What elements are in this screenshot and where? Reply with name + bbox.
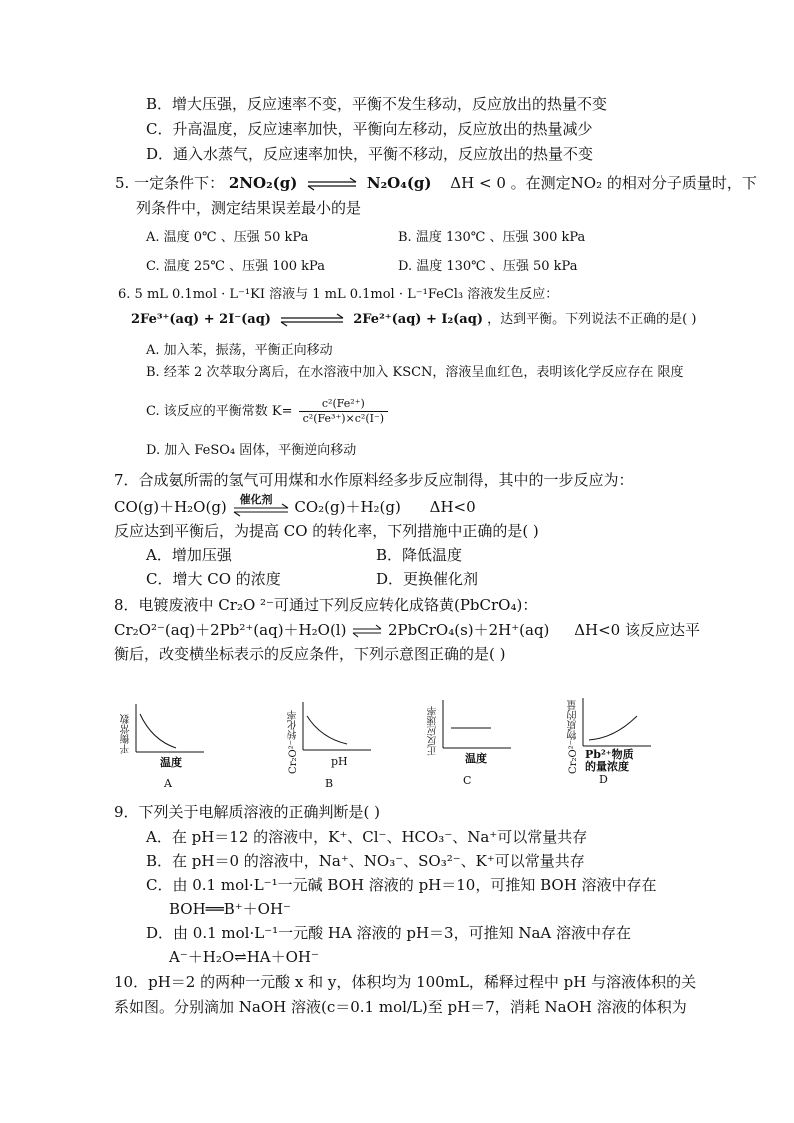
q6-stem: 6. 5 mL 0.1mol · L⁻¹KI 溶液与 1 mL 0.1mol · L⁻¹FeCl₃ 溶液发生反应： <box>118 287 559 302</box>
q7-option-d: D．更换催化剂 <box>376 570 479 588</box>
q4-option-b: B．增大压强，反应速率不变，平衡不发生移动，反应放出的热量不变 <box>146 95 608 113</box>
q9-stem: 9．下列关于电解质溶液的正确判断是( ) <box>114 803 381 821</box>
chart-a-xlabel: 温度 <box>160 756 182 769</box>
equilibrium-arrow-icon <box>352 624 382 638</box>
q5-stem <box>115 173 757 193</box>
q7-stem2: 反应达到平衡后，为提高 CO 的转化率，下列措施中正确的是( ) <box>114 522 539 540</box>
q9-option-a: A．在 pH＝12 的溶液中，K⁺、Cl⁻、HCO₃⁻、Na⁺可以常量共存 <box>146 828 588 846</box>
chart-c-xlabel: 温度 <box>465 752 487 765</box>
chart-d-xlabel1: Pb²⁺物质 <box>585 748 634 761</box>
q7-reaction-right: CO₂(g)＋H₂(g) <box>294 498 401 516</box>
q8-stem: 8．电镀废液中 Cr₂O ²⁻可通过下列反应转化成铬黄(PbCrO₄)： <box>114 596 538 614</box>
q7-option-c: C．增大 CO 的浓度 <box>146 570 281 588</box>
q4-option-c: C．升高温度，反应速率加快，平衡向左移动，反应放出的热量减少 <box>146 120 593 138</box>
q6-reaction-suffix: ，达到平衡。下列说法不正确的是( ) <box>487 312 697 327</box>
chart-c-ylabel: 正反应速率 <box>428 706 439 756</box>
q7-reaction-left: CO(g)＋H₂O(g) <box>114 498 227 516</box>
q4-option-d: D．通入水蒸气，反应速率加快，平衡不移动，反应放出的热量不变 <box>146 145 594 163</box>
equilibrium-constant-fraction <box>299 397 388 426</box>
q9-option-b: B．在 pH＝0 的溶液中，Na⁺、NO₃⁻、SO₃²⁻、K⁺可以常量共存 <box>146 852 585 870</box>
chart-d-letter: D <box>599 773 608 786</box>
fraction-numerator: c²(Fe²⁺) <box>299 397 388 412</box>
q6-option-a: A. 加入苯，振荡，平衡正向移动 <box>146 343 333 358</box>
q8-reaction-right: 2PbCrO₄(s)＋2H⁺(aq) <box>388 621 550 639</box>
q8-chart-c <box>425 696 515 792</box>
chart-a-ylabel: 平衡常数 <box>121 714 132 754</box>
fraction-denominator: c²(Fe³⁺)×c²(I⁻) <box>302 412 385 425</box>
q6-option-d: D. 加入 FeSO₄ 固体，平衡逆向移动 <box>146 443 357 458</box>
q6-option-b: B. 经苯 2 次萃取分离后，在水溶液中加入 KSCN，溶液呈血红色，表明该化学反应存在 限度 <box>146 365 684 380</box>
q7-stem: 7．合成氨所需的氢气可用煤和水作原料经多步反应制得，其中的一步反应为： <box>114 471 634 489</box>
q5-stem-line2: 列条件中，测定结果误差最小的是 <box>136 199 362 217</box>
q6-option-c <box>146 397 388 426</box>
equilibrium-arrow-icon <box>279 313 345 327</box>
q8-reaction-left: Cr₂O²⁻(aq)＋2Pb²⁺(aq)＋H₂O(l) <box>114 621 347 639</box>
q9-option-c-line2: BOH══B⁺＋OH⁻ <box>169 900 291 918</box>
catalyst-arrow <box>232 493 290 518</box>
q5-option-d: D. 温度 130℃ 、压强 50 kPa <box>398 259 578 274</box>
q6-reaction-left: 2Fe³⁺(aq) + 2I⁻(aq) <box>131 312 271 327</box>
q8-chart-a <box>118 700 208 792</box>
q10-line2: 系如图。分别滴加 NaOH 溶液(c＝0.1 mol/L)至 pH＝7，消耗 NaOH 溶液的体积为 <box>114 998 687 1016</box>
q7-reaction <box>114 493 476 518</box>
chart-a-letter: A <box>164 777 172 790</box>
equilibrium-arrow-icon <box>306 177 358 191</box>
q8-reaction <box>114 620 700 640</box>
q6-reaction-right: 2Fe²⁺(aq) + I₂(aq) <box>353 312 483 327</box>
q9-option-d: D．由 0.1 mol·L⁻¹一元酸 HA 溶液的 pH＝3，可推知 NaA 溶液中存在 <box>146 924 632 942</box>
q5-option-b: B. 温度 130℃ 、压强 300 kPa <box>398 230 586 245</box>
q8-dh-suffix: ΔH<0 该反应达平 <box>574 621 700 639</box>
equilibrium-arrow-icon <box>232 500 290 520</box>
q5-reaction-right: N₂O₄(g) <box>366 174 432 192</box>
chart-a-plot <box>118 700 208 762</box>
chart-d-xlabel2: 的量浓度 <box>585 760 629 773</box>
q5-dh: ΔH < 0 <box>450 174 506 192</box>
catalyst-label: 催化剂 <box>239 493 273 506</box>
q5-reaction-left: 2NO₂(g) <box>228 174 298 192</box>
chart-c-plot <box>425 696 515 758</box>
q8-chart-d <box>565 694 665 794</box>
q5-stem-suffix: 。在测定NO₂ 的相对分子质量时，下 <box>510 174 757 192</box>
chart-b-xlabel: pH <box>331 755 348 768</box>
q9-option-d-line2: A⁻＋H₂O⇌HA＋OH⁻ <box>169 948 319 966</box>
q8-stem2: 衡后，改变横坐标表示的反应条件，下列示意图正确的是( ) <box>114 645 506 663</box>
q5-option-a: A. 温度 0℃ 、压强 50 kPa <box>146 230 309 245</box>
q6-option-c-prefix: C. 该反应的平衡常数 K= <box>146 404 293 419</box>
q10-line1: 10．pH＝2 的两种一元酸 x 和 y，体积均为 100mL，稀释过程中 pH 与溶液体积的关 <box>114 973 697 991</box>
chart-b-plot <box>285 698 375 760</box>
chart-b-letter: B <box>325 777 334 790</box>
q5-stem-prefix: 5. 一定条件下： <box>115 174 225 192</box>
chart-c-letter: C <box>463 774 472 787</box>
q8-chart-b <box>285 698 375 792</box>
q7-option-a: A．增加压强 <box>146 546 232 564</box>
q6-reaction <box>131 311 696 329</box>
q7-option-b: B．降低温度 <box>376 546 463 564</box>
chart-d-ylabel: Cr₂O²⁻物质的量 <box>568 700 579 774</box>
chart-b-ylabel: Cr₂O²⁻转化率 <box>288 710 299 774</box>
q9-option-c: C．由 0.1 mol·L⁻¹一元碱 BOH 溶液的 pH＝10，可推知 BOH 溶液中存在 <box>146 876 657 894</box>
q7-dh: ΔH<0 <box>429 498 476 516</box>
chart-d-plot <box>565 694 665 756</box>
q5-option-c: C. 温度 25℃ 、压强 100 kPa <box>146 259 325 274</box>
